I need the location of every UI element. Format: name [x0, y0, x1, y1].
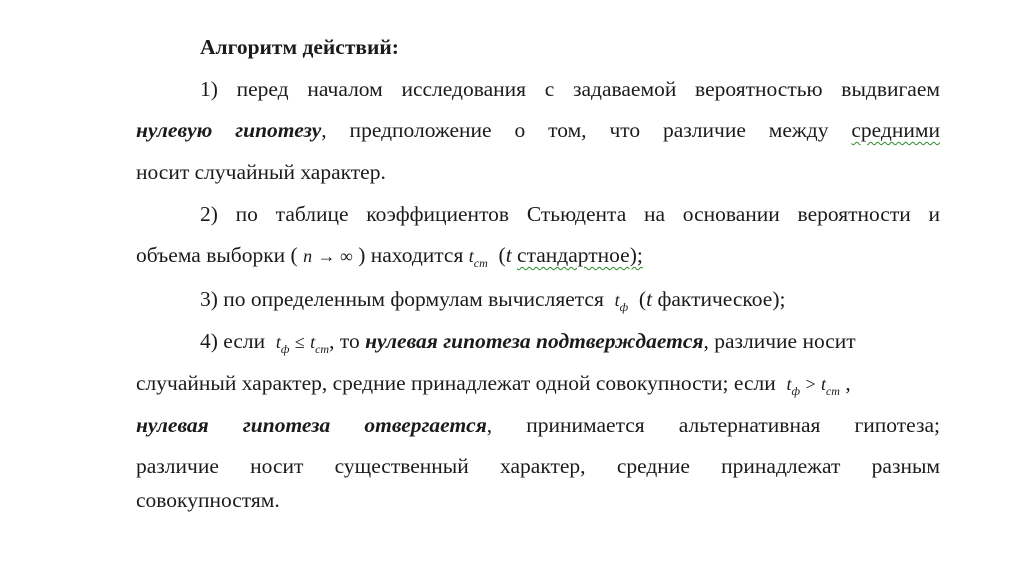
- spellcheck-word: стандартное);: [517, 243, 643, 267]
- math-sub: ф: [619, 300, 629, 314]
- null-hypothesis-term: нулевую гипотезу: [136, 118, 322, 142]
- math-sub: ст: [315, 342, 330, 356]
- p4-text: совокупностям.: [136, 488, 280, 512]
- p4-text: , различие носит: [703, 329, 856, 353]
- p4-line-2: [136, 368, 940, 406]
- hypothesis-confirmed-term: нулевая гипотеза подтверждается: [365, 329, 704, 353]
- spellcheck-word: средними: [851, 118, 940, 142]
- p1-text: носит случайный характер.: [136, 160, 386, 184]
- p4-line-4: [136, 451, 940, 481]
- p1-line-2: [136, 115, 940, 145]
- math-t: t: [505, 243, 512, 267]
- p2-line-1: [200, 199, 940, 229]
- p3-text: фактическое);: [657, 287, 786, 311]
- p3-text: (: [638, 287, 647, 311]
- p4-text: 4) если: [200, 329, 266, 353]
- math-t: t: [468, 246, 474, 266]
- p4-text: случайный характер, средние принадлежат одной совокупности; если: [136, 371, 776, 395]
- p2-text: 2) по таблице коэффициентов Стьюдента на основании вероятности и: [200, 202, 940, 226]
- p4-text: , то: [329, 329, 360, 353]
- p1-line-3: [136, 157, 940, 187]
- p2-text: ) находится: [358, 243, 464, 267]
- p2-text: (: [498, 243, 506, 267]
- p4-text: , принимается альтернативная гипотеза;: [486, 413, 940, 437]
- hypothesis-rejected-term: нулевая гипотеза отвергается: [136, 413, 487, 437]
- math-sub: ф: [280, 342, 290, 356]
- p4-text: различие носит существенный характер, средние принадлежат разным: [136, 454, 940, 478]
- p4-text: ,: [845, 371, 851, 395]
- math-operator: ≤: [294, 332, 305, 352]
- math-sub: ст: [473, 256, 488, 270]
- math-operator: >: [805, 374, 816, 394]
- math-sub: ф: [791, 384, 801, 398]
- p1-text: , предположение о том, что различие между: [321, 118, 829, 142]
- p4-line-3: [136, 410, 940, 440]
- math-t: t: [275, 332, 281, 352]
- p4-line-1: [200, 326, 940, 364]
- math-n: n: [303, 246, 313, 266]
- heading: Алгоритм действий:: [200, 35, 399, 59]
- p2-line-2: [136, 240, 940, 278]
- math-t: t: [614, 290, 620, 310]
- p4-line-5: [136, 485, 940, 515]
- math-sub: ст: [825, 384, 840, 398]
- p1-line-1: [200, 74, 940, 104]
- math-t: t: [786, 374, 792, 394]
- p2-text: объема выборки (: [136, 243, 298, 267]
- math-arrow-infinity: → ∞: [317, 246, 353, 266]
- p3-text: 3) по определенным формулам вычисляется: [200, 287, 604, 311]
- p3-line-1: [200, 284, 940, 322]
- math-t: t: [310, 332, 316, 352]
- p1-text: 1) перед началом исследования с задаваемой вероятностью выдвигаем: [200, 77, 940, 101]
- math-t: t: [646, 287, 653, 311]
- math-t: t: [820, 374, 826, 394]
